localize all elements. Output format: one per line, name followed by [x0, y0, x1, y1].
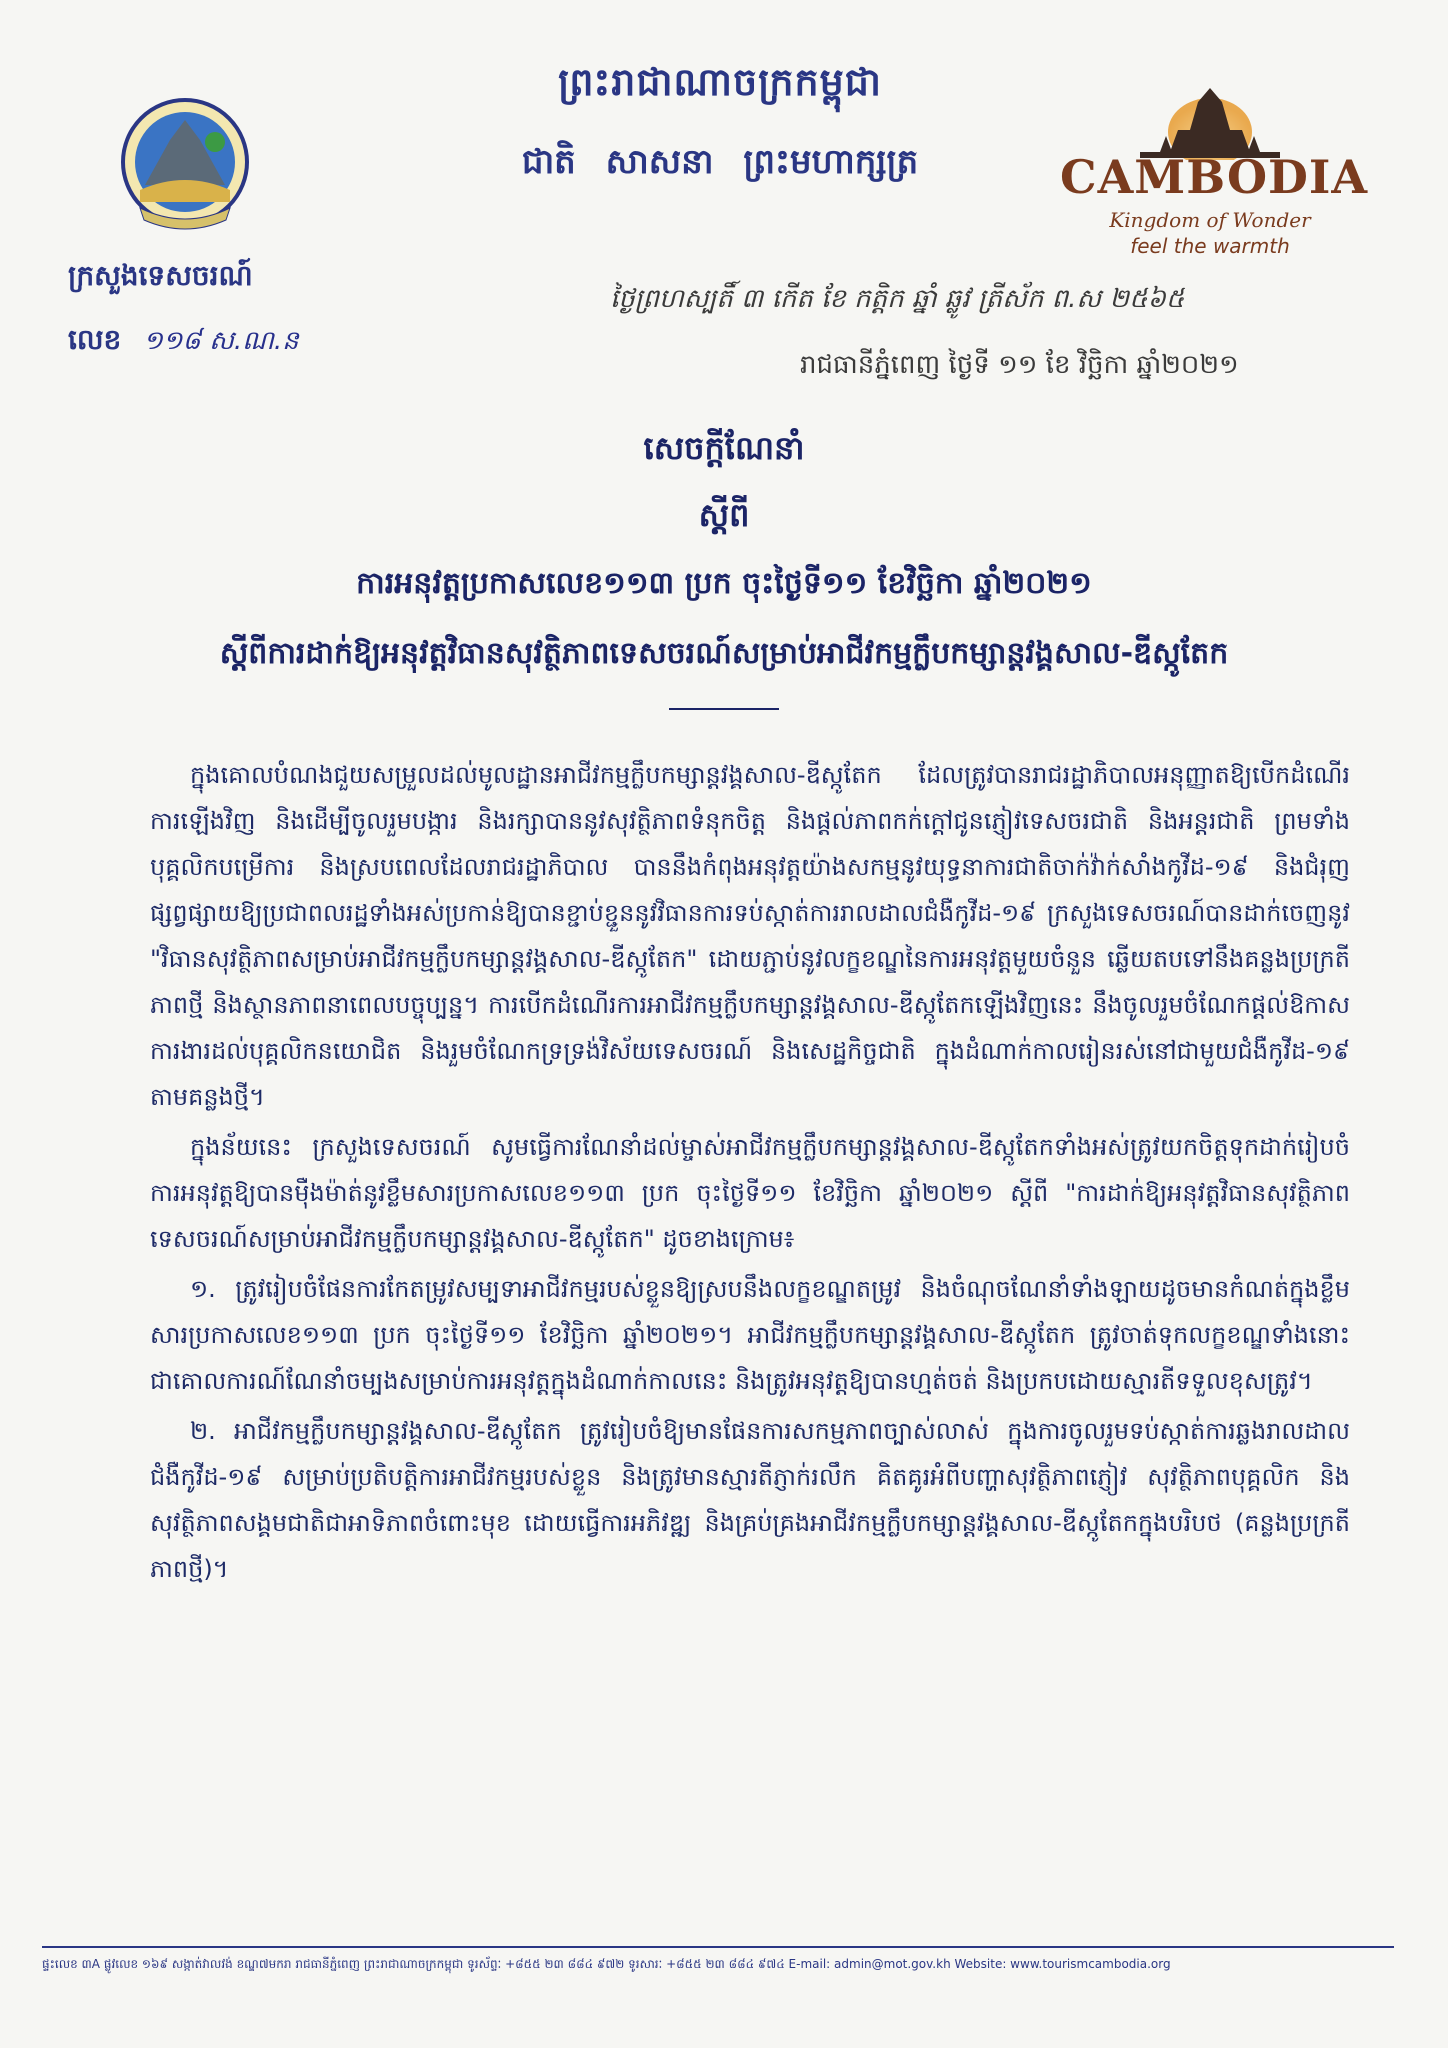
angkor-temple-icon: [1060, 80, 1360, 160]
document-body: [150, 752, 1350, 1596]
reference-value: ១១៨ ស.ណ.ន: [143, 326, 299, 356]
feel-the-warmth-tagline: feel the warmth: [1130, 234, 1290, 258]
national-motto: ជាតិ សាសនា ព្រះមហាក្សត្រ: [521, 142, 919, 182]
footer-divider: [42, 1946, 1394, 1948]
body-paragraph-2: ក្នុងន័យនេះ ក្រសួងទេសចរណ៍ សូមធ្វើការណែនាំដល់ម្ចាស់អាជីវកម្មក្លឹបកម្សាន្តវង្គសាល-ឌីស្កូតែកទាំងអស់ត្រូវយកចិត្តទុកដាក់រៀបចំការអនុវត្តឱ្យបានម៉ឺងម៉ាត់នូវខ្លឹមសារប្រកាសលេខ១១៣ ប្រក ចុះថ្ងៃទី១១ ខែវិច្ឆិកា ឆ្នាំ២០២១ ស្ដីពី "ការដាក់ឱ្យអនុវត្តវិធានសុវត្ថិភាពទេសចរណ៍សម្រាប់អាជីវកម្មក្លឹបកម្សាន្តវង្គសាល-ឌីស្កូតែក" ដូចខាងក្រោម៖: [150, 1133, 1350, 1253]
ministry-name: ក្រសួងទេសចរណ៍: [68, 259, 253, 292]
kingdom-of-wonder-tagline: Kingdom of Wonder: [1109, 208, 1311, 232]
solar-date: រាជធានីភ្នំពេញ ថ្ងៃទី ១១ ខែ វិច្ឆិកា ឆ្នាំ២០២១: [800, 350, 1239, 380]
kingdom-heading: [380, 58, 1060, 190]
kingdom-title: ព្រះរាជាណាចក្រកម្ពុជា: [558, 60, 882, 104]
ministry-of-tourism-logo: [110, 90, 260, 240]
cambodia-brand-logo: [1060, 80, 1369, 260]
title-subject-line1: ការអនុវត្តប្រកាសលេខ១១៣ ប្រក ចុះថ្ងៃទី១១ ខែវិច្ឆិកា ឆ្នាំ២០២១: [356, 566, 1092, 601]
cambodia-wordmark: CAMBODIA: [1060, 150, 1369, 204]
title-subject-line2: ស្ដីពីការដាក់ឱ្យអនុវត្តវិធានសុវត្ថិភាពទេសចរណ៍សម្រាប់អាជីវកម្មក្លឹបកម្សាន្តវង្គសាល-ឌីស្កូតែក: [219, 636, 1229, 671]
body-paragraph-1: ក្នុងគោលបំណងជួយសម្រួលដល់មូលដ្ឋានអាជីវកម្មក្លឹបកម្សាន្តវង្គសាល-ឌីស្កូតែក ដែលត្រូវបានរាជរដ្ឋាភិបាលអនុញ្ញាតឱ្យបើកដំណើរការឡើងវិញ និងដើម្បីចូលរួមបង្ការ និងរក្សាបាននូវសុវត្ថិភាពទំនុកចិត្ត និងផ្ដល់ភាពកក់ក្ដៅជូនភ្ញៀវទេសចរជាតិ និងអន្តរជាតិ ព្រមទាំងបុគ្គលិកបម្រើការ និងស្របពេលដែលរាជរដ្ឋាភិបាល បាននឹងកំពុងអនុវត្តយ៉ាងសកម្មនូវយុទ្ធនាការជាតិចាក់វ៉ាក់សាំងកូវីដ-១៩ និងជំរុញផ្សព្វផ្សាយឱ្យប្រជាពលរដ្ឋទាំងអស់ប្រកាន់ឱ្យបានខ្ជាប់ខ្ជួននូវវិធានការទប់ស្កាត់ការរាលដាលជំងឺកូវីដ-១៩ ក្រសួងទេសចរណ៍បានដាក់ចេញនូវ "វិធានសុវត្ថិភាពសម្រាប់អាជីវកម្មក្លឹបកម្សាន្តវង្គសាល-ឌីស្កូតែក" ដោយភ្ជាប់នូវលក្ខខណ្ឌនៃការអនុវត្តមួយចំនួន ឆ្លើយតបទៅនឹងគន្លងប្រក្រតីភាពថ្មី និងស្ថានភាពនាពេលបច្ចុប្បន្ន។ ការបើកដំណើរការអាជីវកម្មក្លឹបកម្សាន្តវង្គសាល-ឌីស្កូតែកឡើងវិញនេះ នឹងចូលរួមចំណែកផ្ដល់ឱកាសការងារដល់បុគ្គលិកនយោជិត និងរួមចំណែកទ្រទ្រង់វិស័យទេសចរណ៍ និងសេដ្ឋកិច្ចជាតិ ក្នុងដំណាក់កាលរៀនរស់នៅជាមួយជំងឺកូវីដ-១៩ តាមគន្លងថ្មី។: [150, 761, 1350, 1111]
body-item-2: ២. អាជីវកម្មក្លឹបកម្សាន្តវង្គសាល-ឌីស្កូតែក ត្រូវរៀបចំឱ្យមានផែនការសកម្មភាពច្បាស់លាស់ ក្នុងការចូលរួមទប់ស្កាត់ការឆ្លងរាលដាលជំងឺកូវីដ-១៩ សម្រាប់ប្រតិបត្តិការអាជីវកម្មរបស់ខ្លួន និងត្រូវមានស្មារតីភ្ញាក់រលឹក គិតគូរអំពីបញ្ហាសុវត្ថិភាពភ្ញៀវ សុវត្ថិភាពបុគ្គលិក និងសុវត្ថិភាពសង្គមជាតិជាអាទិភាពចំពោះមុខ ដោយធ្វើការអភិវឌ្ឍ និងគ្រប់គ្រងអាជីវកម្មក្លឹបកម្សាន្តវង្គសាល-ឌីស្កូតែកក្នុងបរិបថ (គន្លងប្រក្រតីភាពថ្មី)។: [150, 1417, 1350, 1583]
lunar-date: ថ្ងៃព្រហស្បតិ៍ ៣ កើត ខែ កត្តិក ឆ្នាំ ឆ្លូវ ត្រីស័ក ព.ស ២៥៦៥: [610, 284, 1185, 314]
reference-label: លេខ: [68, 323, 122, 356]
title-about: ស្ដីពី: [698, 496, 750, 534]
document-type: សេចក្ដីណែនាំ: [643, 429, 805, 467]
body-item-1: ១. ត្រូវរៀបចំផែនការកែតម្រូវសម្បទាអាជីវកម្មរបស់ខ្លួនឱ្យស្របនឹងលក្ខខណ្ឌតម្រូវ និងចំណុចណែនាំទាំងឡាយដូចមានកំណត់ក្នុងខ្លឹមសារប្រកាសលេខ១១៣ ប្រក ចុះថ្ងៃទី១១ ខែវិច្ឆិកា ឆ្នាំ២០២១។ អាជីវកម្មក្លឹបកម្សាន្តវង្គសាល-ឌីស្កូតែក ត្រូវចាត់ទុកលក្ខខណ្ឌទាំងនោះជាគោលការណ៍ណែនាំចម្បងសម្រាប់ការអនុវត្តក្នុងដំណាក់កាលនេះ និងត្រូវអនុវត្តឱ្យបានហ្មត់ចត់ និងប្រកបដោយស្មារតីទទួលខុសត្រូវ។: [150, 1275, 1350, 1395]
footer-contact-info: ផ្ទះលេខ ៣A ផ្លូវលេខ ១៦៩ សង្កាត់វាលវង់ ខណ្ឌ៧មករា រាជធានីភ្នំពេញ ព្រះរាជាណាចក្រកម្ពុជា ទូរស័ព្ទៈ +៨៥៥ ២៣ ៨៨៤ ៩៧២ ទូរសារៈ +៨៥៥ ២៣ ៨៨៤ ៩៧៤ E-mail: admin@mot.gov.kh Website: www.tourismcambodia.org: [42, 1957, 1171, 1971]
reference-number: [68, 322, 299, 363]
title-divider: [669, 708, 779, 710]
document-title-block: [150, 428, 1298, 710]
